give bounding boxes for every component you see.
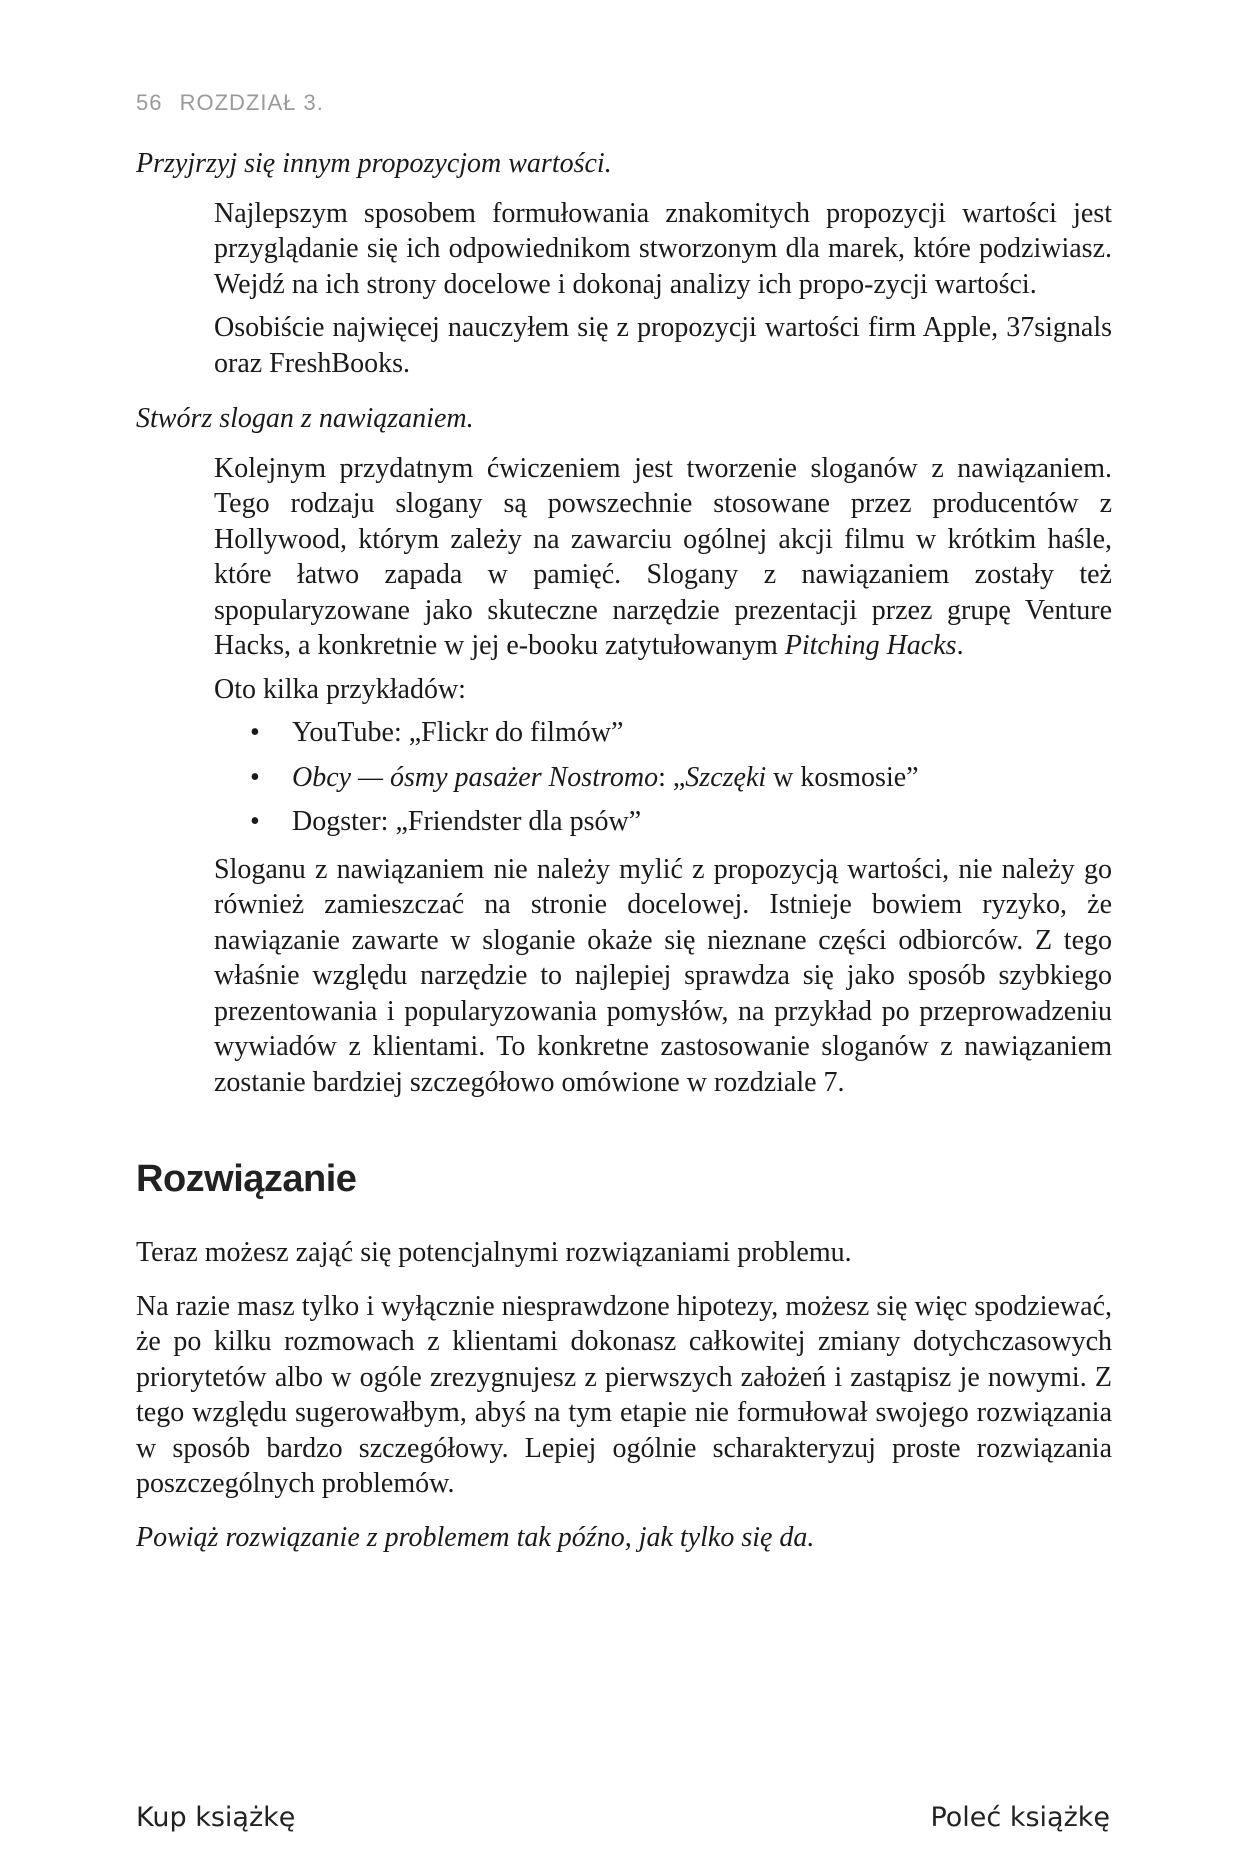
paragraph-text: Kolejnym przydatnym ćwiczeniem jest tworzenie sloganów z nawiązaniem. Tego rodzaju slogany są powszechnie stosowane przez producentów z Hollywood, którym zależy na zawarciu ogólnej akcji filmu w krótkim haśle, które łatwo zapada w pamięć. Slogany z nawiązaniem zostały też spopularyzowane jako skuteczne narzędzie prezentacji przez grupę Venture Hacks, a konkretnie w jej e-booku zatytułowanym	[214, 452, 1112, 661]
example-sep: :	[380, 806, 396, 837]
bullet-icon: •	[250, 717, 260, 748]
list-item	[214, 804, 1112, 840]
example-name: YouTube	[292, 717, 394, 748]
example-quote-rest: w kosmosie”	[766, 761, 919, 793]
example-name: Obcy — ósmy pasażer Nostromo	[292, 761, 659, 793]
chapter-label: ROZDZIAŁ 3.	[179, 90, 324, 115]
examples-list	[214, 715, 1112, 840]
page-number: 56	[136, 90, 163, 115]
paragraph-end: .	[956, 630, 964, 661]
example-quote: „Flickr do filmów”	[408, 717, 624, 748]
page-content	[136, 146, 1112, 1555]
list-item	[214, 715, 1112, 751]
body-paragraph: Sloganu z nawiązaniem nie należy mylić z propozycją wartości, nie należy go również zamieszczać na stronie docelowej. Istnieje bowiem ryzyko, że nawiązanie zawarte w sloganie okaże się nieznane części odbiorców. Z tego właśnie względu narzędzie to najlepiej sprawdza się jako sposób szybkiego prezentowania i popularyzowania pomysłów, na przykład po przeprowadzeniu wywiadów z klientami. To konkretne zastosowanie sloganów z nawiązaniem zostanie bardziej szczegółowo omówione w rozdziale 7.	[214, 853, 1112, 1098]
example-sep: :	[393, 717, 409, 748]
tip-heading: Przyjrzyj się innym propozycjom wartości.	[136, 148, 612, 179]
tip-heading: Stwórz slogan z nawiązaniem.	[136, 403, 474, 434]
list-item	[214, 760, 1112, 796]
running-head	[136, 90, 324, 116]
example-quote: „Friendster dla psów”	[395, 806, 642, 837]
body-paragraph	[214, 451, 1112, 664]
section-title: Rozwiązanie	[136, 1158, 357, 1200]
examples-intro: Oto kilka przykładów:	[214, 673, 466, 705]
example-quote-open: „	[672, 761, 686, 793]
body-paragraph: Najlepszym sposobem formułowania znakomitych propozycji wartości jest przyglądanie się ich odpowiednikom stworzonym dla marek, które podziwiasz. Wejdź na ich strony docelowe i dokonaj analizy ich propo-zycji wartości.	[214, 197, 1112, 300]
bullet-icon: •	[250, 761, 260, 793]
buy-book-link[interactable]: Kup książkę	[136, 1802, 296, 1833]
book-title: Pitching Hacks	[784, 630, 957, 661]
body-paragraph: Teraz możesz zająć się potencjalnymi rozwiązaniami problemu.	[136, 1237, 852, 1268]
body-paragraph: Na razie masz tylko i wyłącznie niesprawdzone hipotezy, możesz się więc spodziewać, że po kilku rozmowach z klientami dokonasz całkowitej zmiany dotychczasowych priorytetów albo w ogóle zrezygnujesz z pierwszych założeń i zastąpisz je nowymi. Z tego względu sugerowałbym, abyś na tym etapie nie formułował swojego rozwiązania w sposób bardzo szczegółowy. Lepiej ogólnie scharakteryzuj proste rozwiązania poszczególnych problemów.	[136, 1290, 1112, 1499]
tip-heading: Powiąż rozwiązanie z problemem tak późno, jak tylko się da.	[136, 1521, 815, 1553]
body-paragraph: Osobiście najwięcej nauczyłem się z propozycji wartości firm Apple, 37signals oraz FreshBooks.	[214, 312, 1112, 379]
example-sep: :	[658, 761, 673, 793]
bullet-icon: •	[250, 806, 260, 837]
example-quote-italic: Szczęki	[685, 761, 767, 793]
example-name: Dogster	[292, 806, 381, 837]
recommend-book-link[interactable]: Poleć książkę	[930, 1802, 1110, 1833]
